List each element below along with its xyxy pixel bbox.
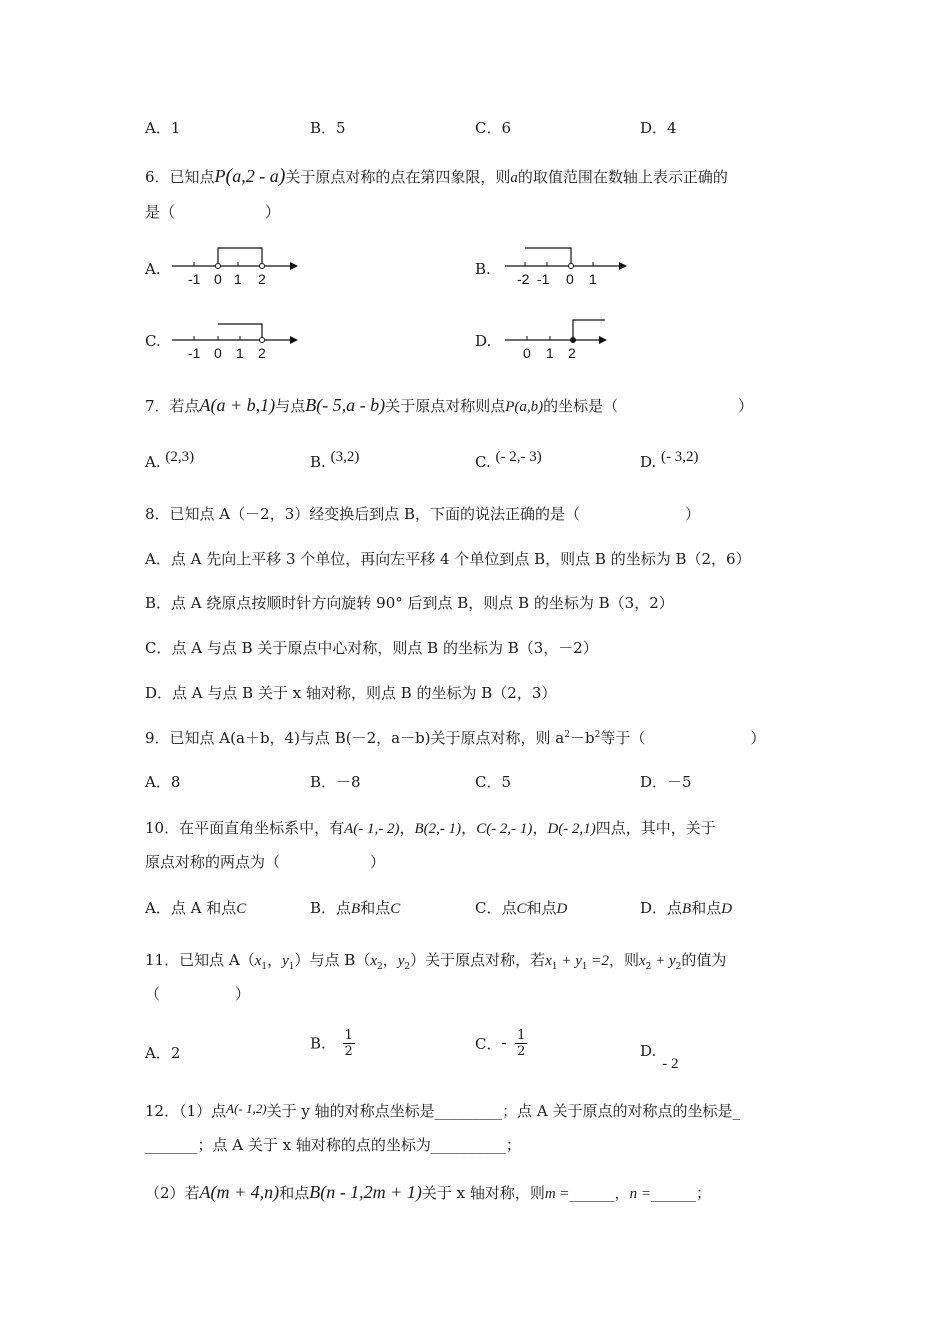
tick-label: -1 xyxy=(188,271,201,287)
q8-stem: 8．已知点 A（－2，3）经变换后到点 B，下面的说法正确的是（ ） xyxy=(145,505,701,523)
q5-option-c: C．6 xyxy=(475,119,512,137)
q10-option-a: A．点 A 和点C xyxy=(145,899,247,917)
q11-option-a: A．2 xyxy=(145,1044,181,1062)
tick-label: 1 xyxy=(589,271,597,287)
q10-option-b: B．点B和点C xyxy=(310,899,401,917)
q11-option-b: B. $\frac{1}{2}$ xyxy=(310,1028,353,1059)
tick-label: 0 xyxy=(214,271,222,287)
tick-label: 2 xyxy=(568,345,576,361)
q7-option-c: C. (- 2,- 3) xyxy=(475,449,542,471)
q8-option-d: D．点 A 与点 B 关于 x 轴对称，则点 B 的坐标为 B（2，3） xyxy=(145,684,557,702)
q7-option-b: B. (3,2) xyxy=(310,449,360,471)
q9-option-c: C．5 xyxy=(475,773,512,791)
tick-label: -1 xyxy=(188,345,201,361)
q5-option-d: D．4 xyxy=(640,119,677,137)
tick-label: 2 xyxy=(258,345,266,361)
tick-label: 1 xyxy=(234,271,242,287)
q11-option-c: C．- $\frac{1}{2}$ xyxy=(475,1028,526,1059)
tick-label: 1 xyxy=(546,345,554,361)
q5-option-a: A．1 xyxy=(145,119,181,137)
q10-stem-line2: 原点对称的两点为（ ） xyxy=(145,853,386,871)
q12-line1: 12．（1）点A(- 1,2)关于 y 轴的对称点坐标是_________；点 A 关于原点的对称点的坐标是_ xyxy=(145,1101,740,1120)
q6-label-a: A. xyxy=(145,260,161,278)
tick-label: 0 xyxy=(523,345,531,361)
q6-label-d: D. xyxy=(475,332,492,350)
q6-label-b: B. xyxy=(475,260,491,278)
q9-stem: 9．已知点 A(a＋b，4)与点 B(－2，a－b)关于原点对称，则 $a^2-b^2$等于（ ） xyxy=(145,729,766,747)
q9-option-b: B．－8 xyxy=(310,773,361,791)
q8-option-c: C．点 A 与点 B 关于原点中心对称，则点 B 的坐标为 B（3，－2） xyxy=(145,639,598,657)
q6-stem-line2: 是（ ） xyxy=(145,203,281,221)
q5-option-b: B．5 xyxy=(310,119,346,137)
q6-stem: 6．已知点P(a,2 - a)关于原点对称的点在第四象限，则a的取值范围在数轴上表示正确的 xyxy=(145,165,728,187)
q12-line3: （2）若A(m + 4,n)和点B(n - 1,2m + 1)关于 x 轴对称，则m =______，n =______； xyxy=(145,1182,711,1202)
q11-option-d: D.- 2 xyxy=(640,1042,679,1072)
q10-option-d: D．点B和点D xyxy=(640,899,733,917)
q8-option-b: B．点 A 绕原点按顺时针方向旋转 90° 后到点 B，则点 B 的坐标为 B（3，2） xyxy=(145,594,674,612)
tick-label: 0 xyxy=(214,345,222,361)
q7-option-a: A. (2,3) xyxy=(145,449,195,471)
q11-stem-line2: （ ） xyxy=(145,985,251,1003)
q7-option-d: D. (- 3,2) xyxy=(640,449,699,471)
q10-stem: 10．在平面直角坐标系中，有A(- 1,- 2)，B(2,- 1)，C(- 2,- 1)，D(- 2,1)四点，其中，关于 xyxy=(145,819,716,837)
q8-option-a: A．点 A 先向上平移 3 个单位，再向左平移 4 个单位到点 B，则点 B 的坐标为 B（2，6） xyxy=(145,550,751,568)
tick-label: -1 xyxy=(537,271,550,287)
q6-numberline-a xyxy=(172,240,302,294)
q7-stem: 7．若点A(a + b,1)与点B(- 5,a - b)关于原点对称则点P(a,b)的坐标是（ ） xyxy=(145,395,754,415)
tick-label: 0 xyxy=(566,271,574,287)
q12-line2: _______；点 A 关于 x 轴对称的点的坐标为__________； xyxy=(145,1136,521,1154)
q6-label-c: C. xyxy=(145,332,161,350)
q6-numberline-b xyxy=(505,240,635,294)
q11-stem: 11．已知点 $A(x_1$，$y_1$）与点 $B(x_2$，$y_2$）关于原点对称，若$x_1 + y_1 =2$，则$x_2 + y_2$的值为 xyxy=(145,951,727,972)
tick-label: 2 xyxy=(258,271,266,287)
q6-numberline-c xyxy=(172,314,302,368)
q9-option-d: D．－5 xyxy=(640,773,692,791)
q9-option-a: A．8 xyxy=(145,773,181,791)
tick-label: 1 xyxy=(236,345,244,361)
tick-label: -2 xyxy=(517,271,530,287)
q10-option-c: C．点C和点D xyxy=(475,899,568,917)
q6-numberline-d xyxy=(505,314,615,368)
